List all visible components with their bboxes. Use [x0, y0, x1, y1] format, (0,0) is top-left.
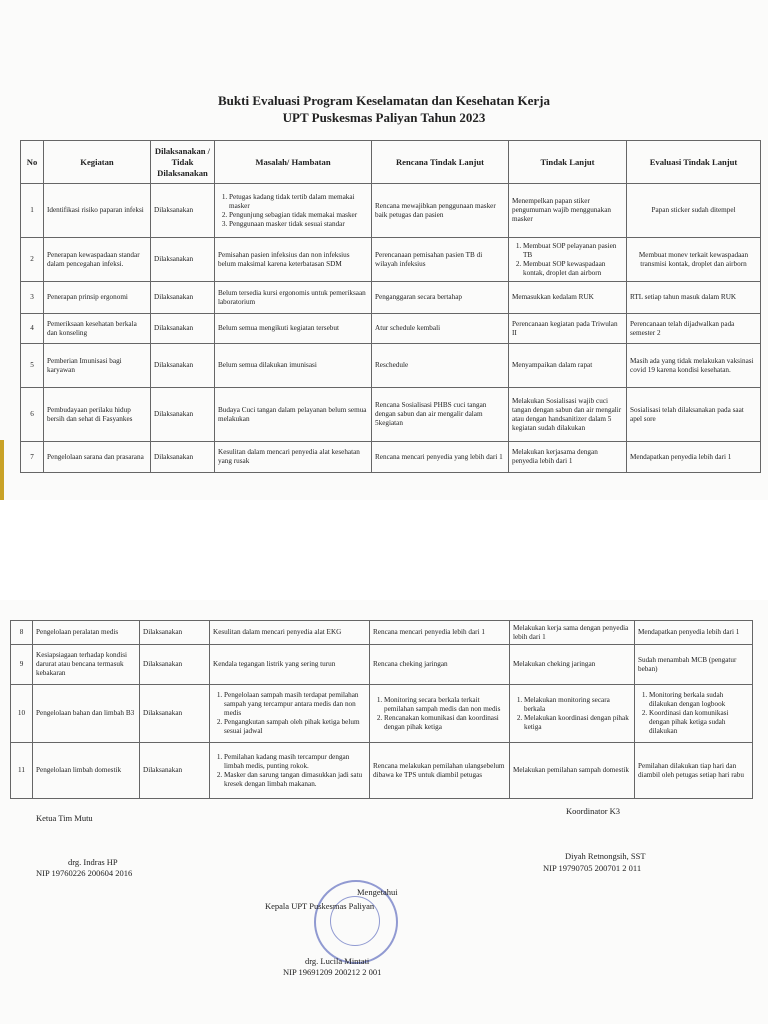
cell-rencana: Rencana mencari penyedia yang lebih dari 1 — [372, 442, 509, 473]
cell-kegiatan: Pemeriksaan kesehatan berkala dan konseling — [44, 314, 151, 344]
cell-kegiatan: Kesiapsiagaan terhadap kondisi darurat atau bencana termasuk kebakaran — [33, 645, 140, 685]
table-row — [21, 184, 761, 238]
table-row — [11, 685, 753, 743]
numbered-list — [218, 193, 368, 229]
cell-rencana: Rencana melakukan pemilahan ulangsebelum dibawa ke TPS untuk diambil petugas — [370, 743, 510, 799]
header-rencana: Rencana Tindak Lanjut — [372, 141, 509, 184]
cell-tindak — [509, 238, 627, 282]
left-signer-title: Ketua Tim Mutu — [36, 813, 93, 823]
list-item: 2. Pengunjung sebagian tidak memakai masker — [229, 211, 368, 220]
cell-status: Dilaksanakan — [151, 314, 215, 344]
cell-status: Dilaksanakan — [151, 442, 215, 473]
cell-evaluasi: RTL setiap tahun masuk dalam RUK — [627, 282, 761, 314]
cell-masalah: Kesulitan dalam mencari penyedia alat kesehatan yang rusak — [215, 442, 372, 473]
cell-evaluasi: Papan sticker sudah ditempel — [627, 184, 761, 238]
list-item: 2. Membuat SOP kewaspadaan kontak, droplet dan airborn — [523, 260, 623, 278]
list-item: 1. Petugas kadang tidak tertib dalam memakai masker — [229, 193, 368, 211]
list-item: 2. Masker dan sarung tangan dimasukkan jadi satu kresek dengan limbah makanan. — [224, 771, 366, 789]
table-row — [21, 314, 761, 344]
list-item: 1. Membuat SOP pelayanan pasien TB — [523, 242, 623, 260]
cell-rencana: Penganggaran secara bertahap — [372, 282, 509, 314]
cell-no: 6 — [21, 388, 44, 442]
cell-status: Dilaksanakan — [140, 743, 210, 799]
cell-no: 5 — [21, 344, 44, 388]
cell-kegiatan: Pemberian Imunisasi bagi karyawan — [44, 344, 151, 388]
cell-tindak — [510, 685, 635, 743]
cell-no: 7 — [21, 442, 44, 473]
cell-kegiatan: Identifikasi risiko paparan infeksi — [44, 184, 151, 238]
list-item: 1. Monitoring berkala sudah dilakukan dengan logbook — [649, 691, 749, 709]
cell-rencana: Atur schedule kembali — [372, 314, 509, 344]
cell-evaluasi: Masih ada yang tidak melakukan vaksinasi covid 19 karena kondisi kesehatan. — [627, 344, 761, 388]
title-line-2: UPT Puskesmas Paliyan Tahun 2023 — [282, 110, 486, 125]
table-row — [21, 388, 761, 442]
right-signer-name: Diyah Retnongsih, SST — [565, 851, 646, 861]
cell-tindak: Melakukan Sosialisasi wajib cuci tangan dengan sabun dan air mengalir atau dengan handsanitizer dalam 5 kegiatan sudah dilakukan — [509, 388, 627, 442]
cell-rencana: Reschedule — [372, 344, 509, 388]
left-signer-nip: NIP 19760226 200604 2016 — [36, 868, 133, 878]
cell-no: 3 — [21, 282, 44, 314]
cell-tindak: Perencanaan kegiatan pada Triwulan II — [509, 314, 627, 344]
cell-tindak: Melakukan kerjasama dengan penyedia lebih dari 1 — [509, 442, 627, 473]
cell-evaluasi: Perencanaan telah dijadwalkan pada semester 2 — [627, 314, 761, 344]
cell-no: 1 — [21, 184, 44, 238]
cell-masalah: Kendala tegangan listrik yang sering turun — [210, 645, 370, 685]
cell-evaluasi: Mendapatkan penyedia lebih dari 1 — [635, 621, 753, 645]
evaluation-table-part-1 — [20, 140, 761, 473]
cell-masalah: Kesulitan dalam mencari penyedia alat EKG — [210, 621, 370, 645]
cell-rencana: Rencana mencari penyedia lebih dari 1 — [370, 621, 510, 645]
cell-kegiatan: Penerapan prinsip ergonomi — [44, 282, 151, 314]
right-signer-title: Koordinator K3 — [566, 806, 621, 816]
cell-tindak: Melakukan pemilahan sampah domestik — [510, 743, 635, 799]
evaluation-table-part-2 — [10, 620, 753, 799]
header-evaluasi: Evaluasi Tindak Lanjut — [627, 141, 761, 184]
cell-tindak: Menempelkan papan stiker pengumuman wajib menggunakan masker — [509, 184, 627, 238]
list-item: 1. Pemilahan kadang masih tercampur dengan limbah medis, punting rokok. — [224, 753, 366, 771]
cell-no: 11 — [11, 743, 33, 799]
table-row — [11, 645, 753, 685]
header-status: Dilaksanakan / Tidak Dilaksanakan — [151, 141, 215, 184]
list-item: 1. Melakukan monitoring secara berkala — [524, 696, 631, 714]
cell-evaluasi — [635, 685, 753, 743]
cell-kegiatan: Pengelolaan sarana dan prasarana — [44, 442, 151, 473]
cell-no: 10 — [11, 685, 33, 743]
cell-evaluasi: Sudah menambah MCB (pengatur beban) — [635, 645, 753, 685]
cell-no: 8 — [11, 621, 33, 645]
cell-evaluasi: Pemilahan dilakukan tiap hari dan diambil oleh petugas setiap hari rabu — [635, 743, 753, 799]
list-item: 2. Pengangkutan sampah oleh pihak ketiga belum sesuai jadwal — [224, 718, 366, 736]
cell-no: 9 — [11, 645, 33, 685]
list-item: 3. Penggunaan masker tidak sesuai standar — [229, 220, 368, 229]
cell-rencana: Rencana mewajibkan penggunaan masker baik petugas dan pasien — [372, 184, 509, 238]
cell-masalah: Belum semua mengikuti kegiatan tersebut — [215, 314, 372, 344]
right-signer-nip: NIP 19790705 200701 2 011 — [543, 863, 642, 873]
cell-status: Dilaksanakan — [140, 685, 210, 743]
list-item: 2. Melakukan koordinasi dengan pihak ketiga — [524, 714, 631, 732]
cell-rencana: Rencana Sosialisasi PHBS cuci tangan dengan sabun dan air mengalir dalam 5kegiatan — [372, 388, 509, 442]
table-header-row — [21, 141, 761, 184]
numbered-list — [512, 242, 623, 278]
cell-status: Dilaksanakan — [140, 645, 210, 685]
cell-status: Dilaksanakan — [151, 184, 215, 238]
cell-rencana — [370, 685, 510, 743]
numbered-list — [213, 753, 366, 789]
list-item: 1. Monitoring secara berkala terkait pemilahan sampah medis dan non medis — [384, 696, 506, 714]
cell-status: Dilaksanakan — [140, 621, 210, 645]
header-no: No — [21, 141, 44, 184]
cell-no: 4 — [21, 314, 44, 344]
numbered-list — [373, 696, 506, 732]
cell-kegiatan: Penerapan kewaspadaan standar dalam pencegahan infeksi. — [44, 238, 151, 282]
numbered-list — [638, 691, 749, 736]
center-signer-title: Kepala UPT Puskesmas Paliyan — [265, 901, 375, 911]
header-tindak-lanjut: Tindak Lanjut — [509, 141, 627, 184]
cell-kegiatan: Pembudayaan perilaku hidup bersih dan sehat di Fasyankes — [44, 388, 151, 442]
table-row — [11, 743, 753, 799]
cell-tindak: Melakukan cheking jaringan — [510, 645, 635, 685]
list-item: 2. Rencanakan komunikasi dan koordinasi dengan pihak ketiga — [384, 714, 506, 732]
cell-masalah — [210, 685, 370, 743]
cell-status: Dilaksanakan — [151, 344, 215, 388]
table-row — [21, 344, 761, 388]
cell-status: Dilaksanakan — [151, 388, 215, 442]
cell-masalah — [215, 184, 372, 238]
cell-tindak: Melakukan kerja sama dengan penyedia lebih dari 1 — [510, 621, 635, 645]
table-row — [11, 621, 753, 645]
cell-status: Dilaksanakan — [151, 238, 215, 282]
cell-kegiatan: Pengelolaan limbah domestik — [33, 743, 140, 799]
cell-masalah: Budaya Cuci tangan dalam pelayanan belum semua melakukan — [215, 388, 372, 442]
left-signer-name: drg. Indras HP — [68, 857, 118, 867]
cell-kegiatan: Pengelolaan peralatan medis — [33, 621, 140, 645]
cell-evaluasi: Sosialisasi telah dilaksanakan pada saat apel sore — [627, 388, 761, 442]
list-item: 2. Koordinasi dan komunikasi dengan pihak ketiga sudah dilakukan — [649, 709, 749, 736]
numbered-list — [213, 691, 366, 736]
center-signer-nip: NIP 19691209 200212 2 001 — [283, 967, 382, 977]
list-item: 1. Pengelolaan sampah masih terdapat pemilahan sampah yang tercampur antara medis dan non medis — [224, 691, 366, 718]
cell-evaluasi: Membuat monev terkait kewaspadaan transmisi kontak, droplet dan airborn — [627, 238, 761, 282]
table-row — [21, 282, 761, 314]
title-line-1: Bukti Evaluasi Program Keselamatan dan Kesehatan Kerja — [218, 93, 550, 108]
header-masalah: Masalah/ Hambatan — [215, 141, 372, 184]
cell-masalah: Pemisahan pasien infeksius dan non infeksius belum maksimal karena keterbatasan SDM — [215, 238, 372, 282]
numbered-list — [513, 696, 631, 732]
cell-no: 2 — [21, 238, 44, 282]
table-row — [21, 238, 761, 282]
center-signer-name: drg. Lucila Mintati — [305, 956, 370, 966]
cell-masalah: Belum semua dilakukan imunisasi — [215, 344, 372, 388]
cell-tindak: Memasukkan kedalam RUK — [509, 282, 627, 314]
page-edge-mark — [0, 440, 4, 500]
center-know-label: Mengetahui — [357, 887, 398, 897]
header-kegiatan: Kegiatan — [44, 141, 151, 184]
table-row — [21, 442, 761, 473]
cell-status: Dilaksanakan — [151, 282, 215, 314]
cell-kegiatan: Pengelolaan bahan dan limbah B3 — [33, 685, 140, 743]
document-title — [0, 92, 768, 126]
cell-evaluasi: Mendapatkan penyedia lebih dari 1 — [627, 442, 761, 473]
cell-rencana: Rencana cheking jaringan — [370, 645, 510, 685]
cell-tindak: Menyampaikan dalam rapat — [509, 344, 627, 388]
cell-masalah — [210, 743, 370, 799]
cell-rencana: Perencanaan pemisahan pasien TB di wilayah infeksius — [372, 238, 509, 282]
cell-masalah: Belum tersedia kursi ergonomis untuk pemeriksaan laboratorium — [215, 282, 372, 314]
